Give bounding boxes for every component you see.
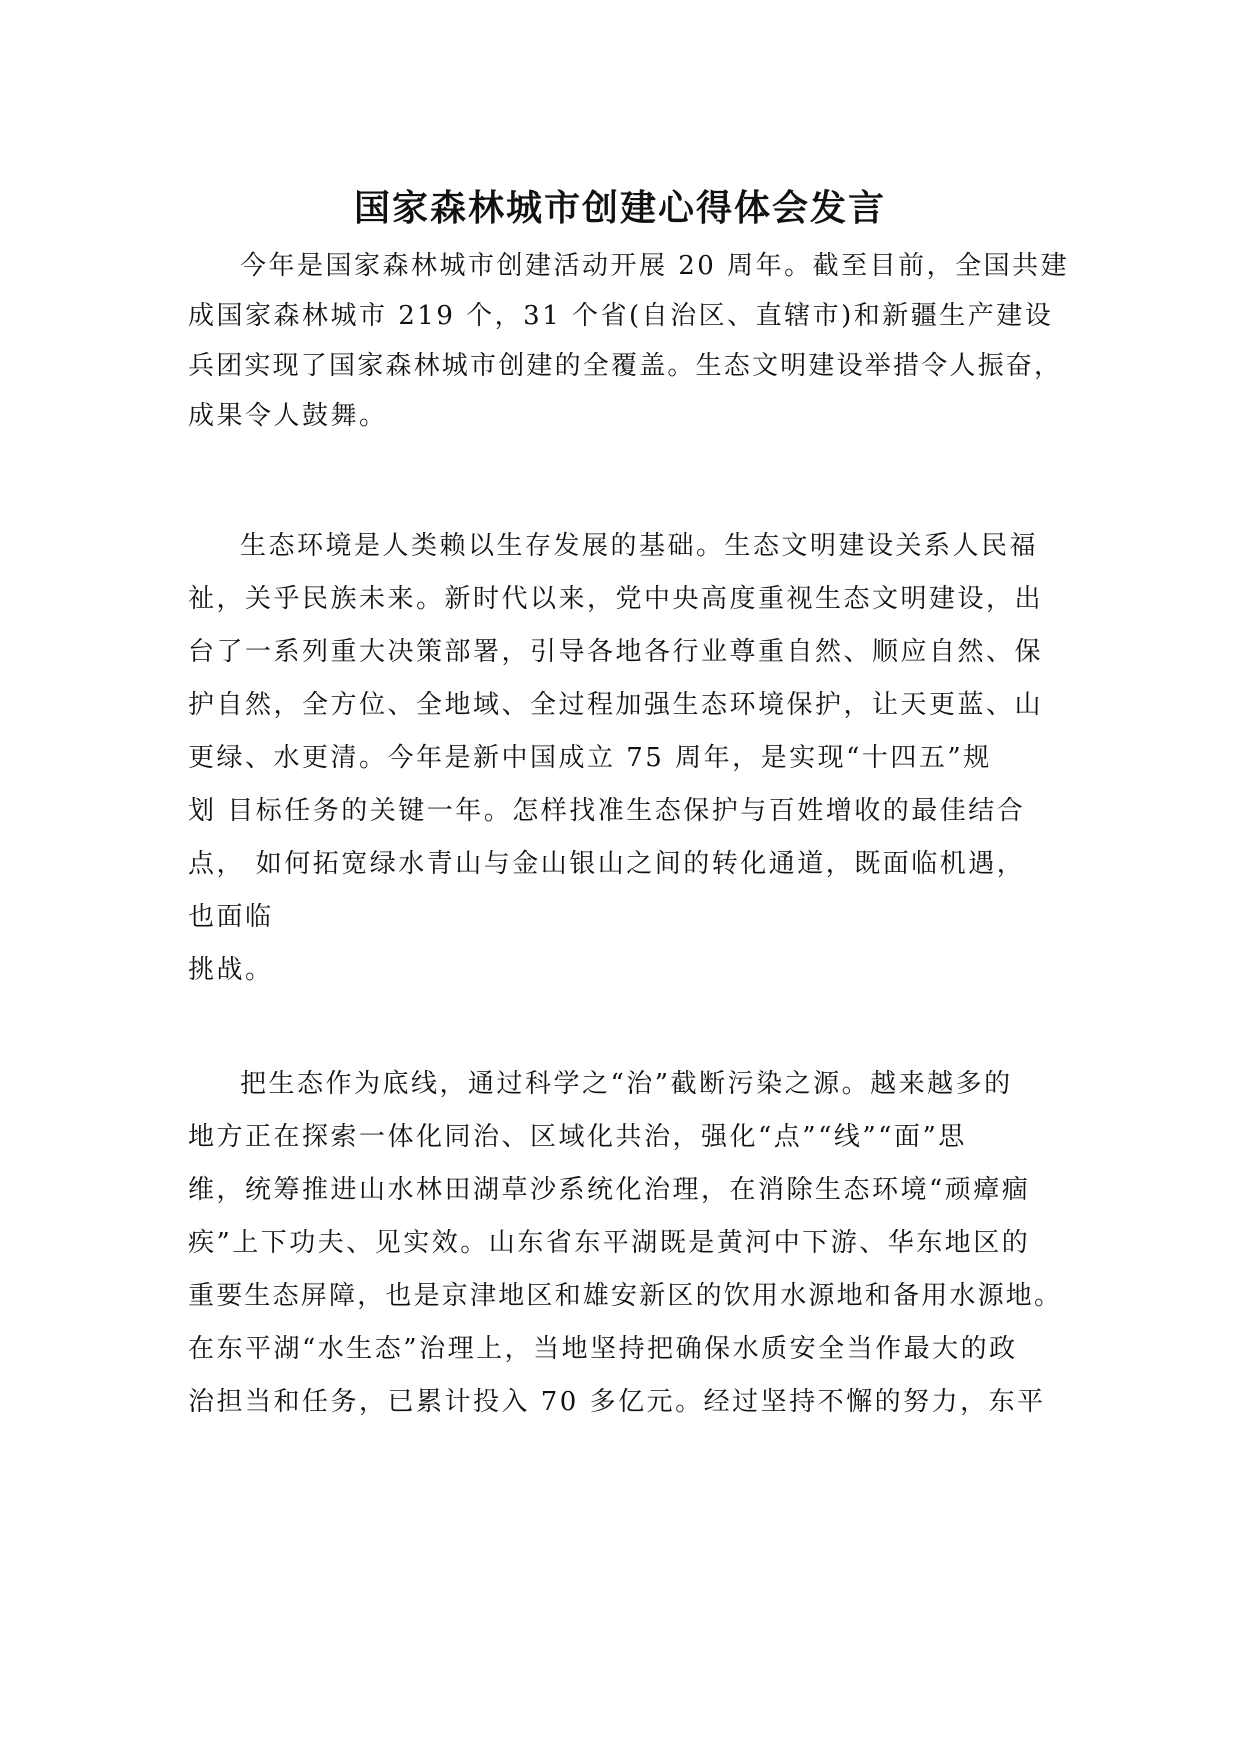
paragraph-1-line-2: 成国家森林城市 219 个，31 个省(自治区、直辖市)和新疆生产建设	[188, 301, 1054, 331]
document-title: 国家森林城市创建心得体会发言	[353, 187, 886, 229]
paragraph-2-line-3: 台了一系列重大决策部署，引导各地各行业尊重自然、顺应自然、保	[188, 637, 1044, 667]
paragraph-3-line-4: 疾”上下功夫、见实效。山东省东平湖既是黄河中下游、华东地区的	[188, 1228, 1031, 1258]
paragraph-2-line-9: 挑战。	[188, 955, 274, 985]
paragraph-1-line-3: 兵团实现了国家森林城市创建的全覆盖。生态文明建设举措令人振奋，	[188, 351, 1063, 381]
paragraph-2-line-8: 也面临	[188, 902, 274, 932]
paragraph-3-line-2: 地方正在探索一体化同治、区域化共治，强化“点”“线”“面”思	[188, 1122, 967, 1152]
paragraph-2-line-5: 更绿、水更清。今年是新中国成立 75 周年，是实现“十四五”规	[188, 743, 992, 773]
paragraph-3-line-3: 维，统筹推进山水林田湖草沙系统化治理，在消除生态环境“顽瘴痼	[188, 1175, 1031, 1205]
paragraph-2-line-1: 生态环境是人类赖以生存发展的基础。生态文明建设关系人民福	[240, 531, 1039, 561]
paragraph-2-line-6: 划 目标任务的关键一年。怎样找准生态保护与百姓增收的最佳结合	[188, 796, 1026, 826]
paragraph-3-line-6: 在东平湖“水生态”治理上，当地坚持把确保水质安全当作最大的政	[188, 1334, 1018, 1364]
paragraph-3-line-5: 重要生态屏障，也是京津地区和雄安新区的饮用水源地和备用水源地。	[188, 1281, 1063, 1311]
paragraph-3-line-1: 把生态作为底线，通过科学之“治”截断污染之源。越来越多的	[240, 1069, 1013, 1099]
paragraph-1-line-4: 成果令人鼓舞。	[188, 401, 388, 431]
paragraph-2-line-2: 祉，关乎民族未来。新时代以来，党中央高度重视生态文明建设，出	[188, 584, 1044, 614]
paragraph-3-line-7: 治担当和任务，已累计投入 70 多亿元。经过坚持不懈的努力，东平	[188, 1387, 1046, 1417]
paragraph-2-line-4: 护自然，全方位、全地域、全过程加强生态环境保护，让天更蓝、山	[188, 690, 1044, 720]
paragraph-1-line-1: 今年是国家森林城市创建活动开展 20 周年。截至目前，全国共建	[240, 251, 1070, 281]
paragraph-2-line-7: 点， 如何拓宽绿水青山与金山银山之间的转化通道，既面临机遇，	[188, 849, 1026, 879]
